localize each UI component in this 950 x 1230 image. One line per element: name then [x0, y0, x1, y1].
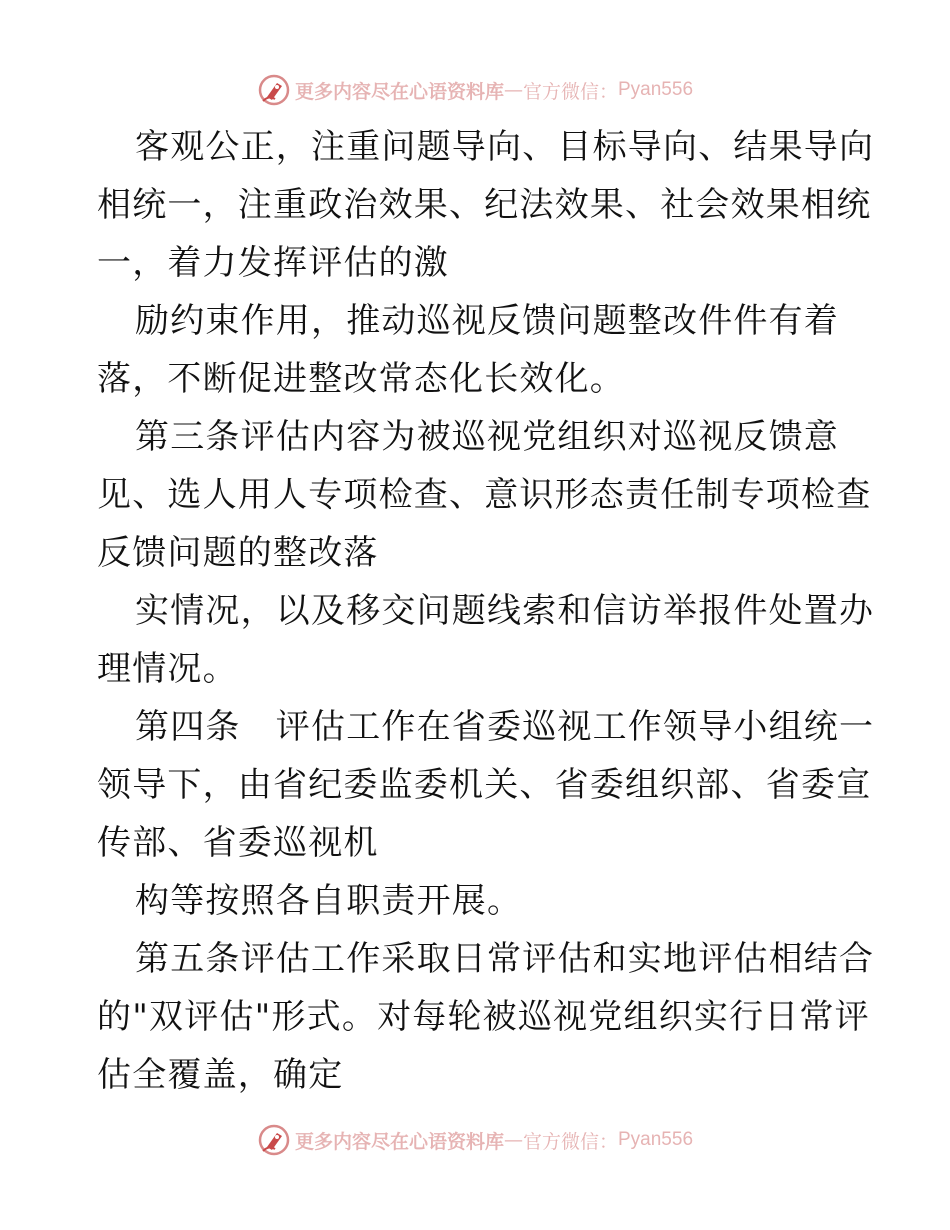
- text-line: 理情况。: [97, 649, 238, 689]
- banner-wechat-label: 官方微信：: [522, 1130, 618, 1153]
- text-line: 客观公正，注重问题导向、目标导向、结果导向: [135, 127, 875, 167]
- text-line: 反馈问题的整改落: [97, 533, 379, 573]
- banner-separator: —: [503, 1129, 523, 1151]
- document-body: [97, 118, 875, 1104]
- banner-main-text: 更多内容尽在心语资料库: [294, 80, 504, 103]
- banner-wechat-id: Pyan556: [618, 79, 694, 100]
- text-line: 第四条 评估工作在省委巡视工作领导小组统一: [135, 707, 875, 747]
- text-line: 传部、省委巡视机: [97, 823, 379, 863]
- banner-wechat-id: Pyan556: [618, 1129, 694, 1150]
- text-line: 实情况，以及移交问题线索和信访举报件处置办: [135, 591, 875, 631]
- text-line: 落，不断促进整改常态化长效化。: [97, 359, 625, 399]
- banner-wechat-label: 官方微信：: [522, 80, 618, 103]
- footer-banner: [0, 1120, 950, 1160]
- text-line: 估全覆盖，确定: [97, 1055, 344, 1095]
- banner-main-text: 更多内容尽在心语资料库: [294, 1130, 504, 1153]
- text-line: 第三条评估内容为被巡视党组织对巡视反馈意: [135, 417, 839, 457]
- text-line: 构等按照各自职责开展。: [135, 881, 523, 921]
- text-line: 相统一，注重政治效果、纪法效果、社会效果相统: [97, 185, 872, 225]
- header-banner: [0, 70, 950, 110]
- text-line: 励约束作用，推动巡视反馈问题整改件件有着: [135, 301, 839, 341]
- banner-separator: —: [503, 79, 523, 101]
- text-line: 的"双评估"形式。对每轮被巡视党组织实行日常评: [97, 997, 870, 1037]
- pen-nib-logo-icon: [257, 73, 291, 107]
- pen-nib-logo-icon: [257, 1123, 291, 1157]
- text-line: 第五条评估工作采取日常评估和实地评估相结合: [135, 939, 875, 979]
- text-line: 见、选人用人专项检查、意识形态责任制专项检查: [97, 475, 872, 515]
- text-line: 领导下，由省纪委监委机关、省委组织部、省委宣: [97, 765, 872, 805]
- text-line: 一，着力发挥评估的激: [97, 243, 449, 283]
